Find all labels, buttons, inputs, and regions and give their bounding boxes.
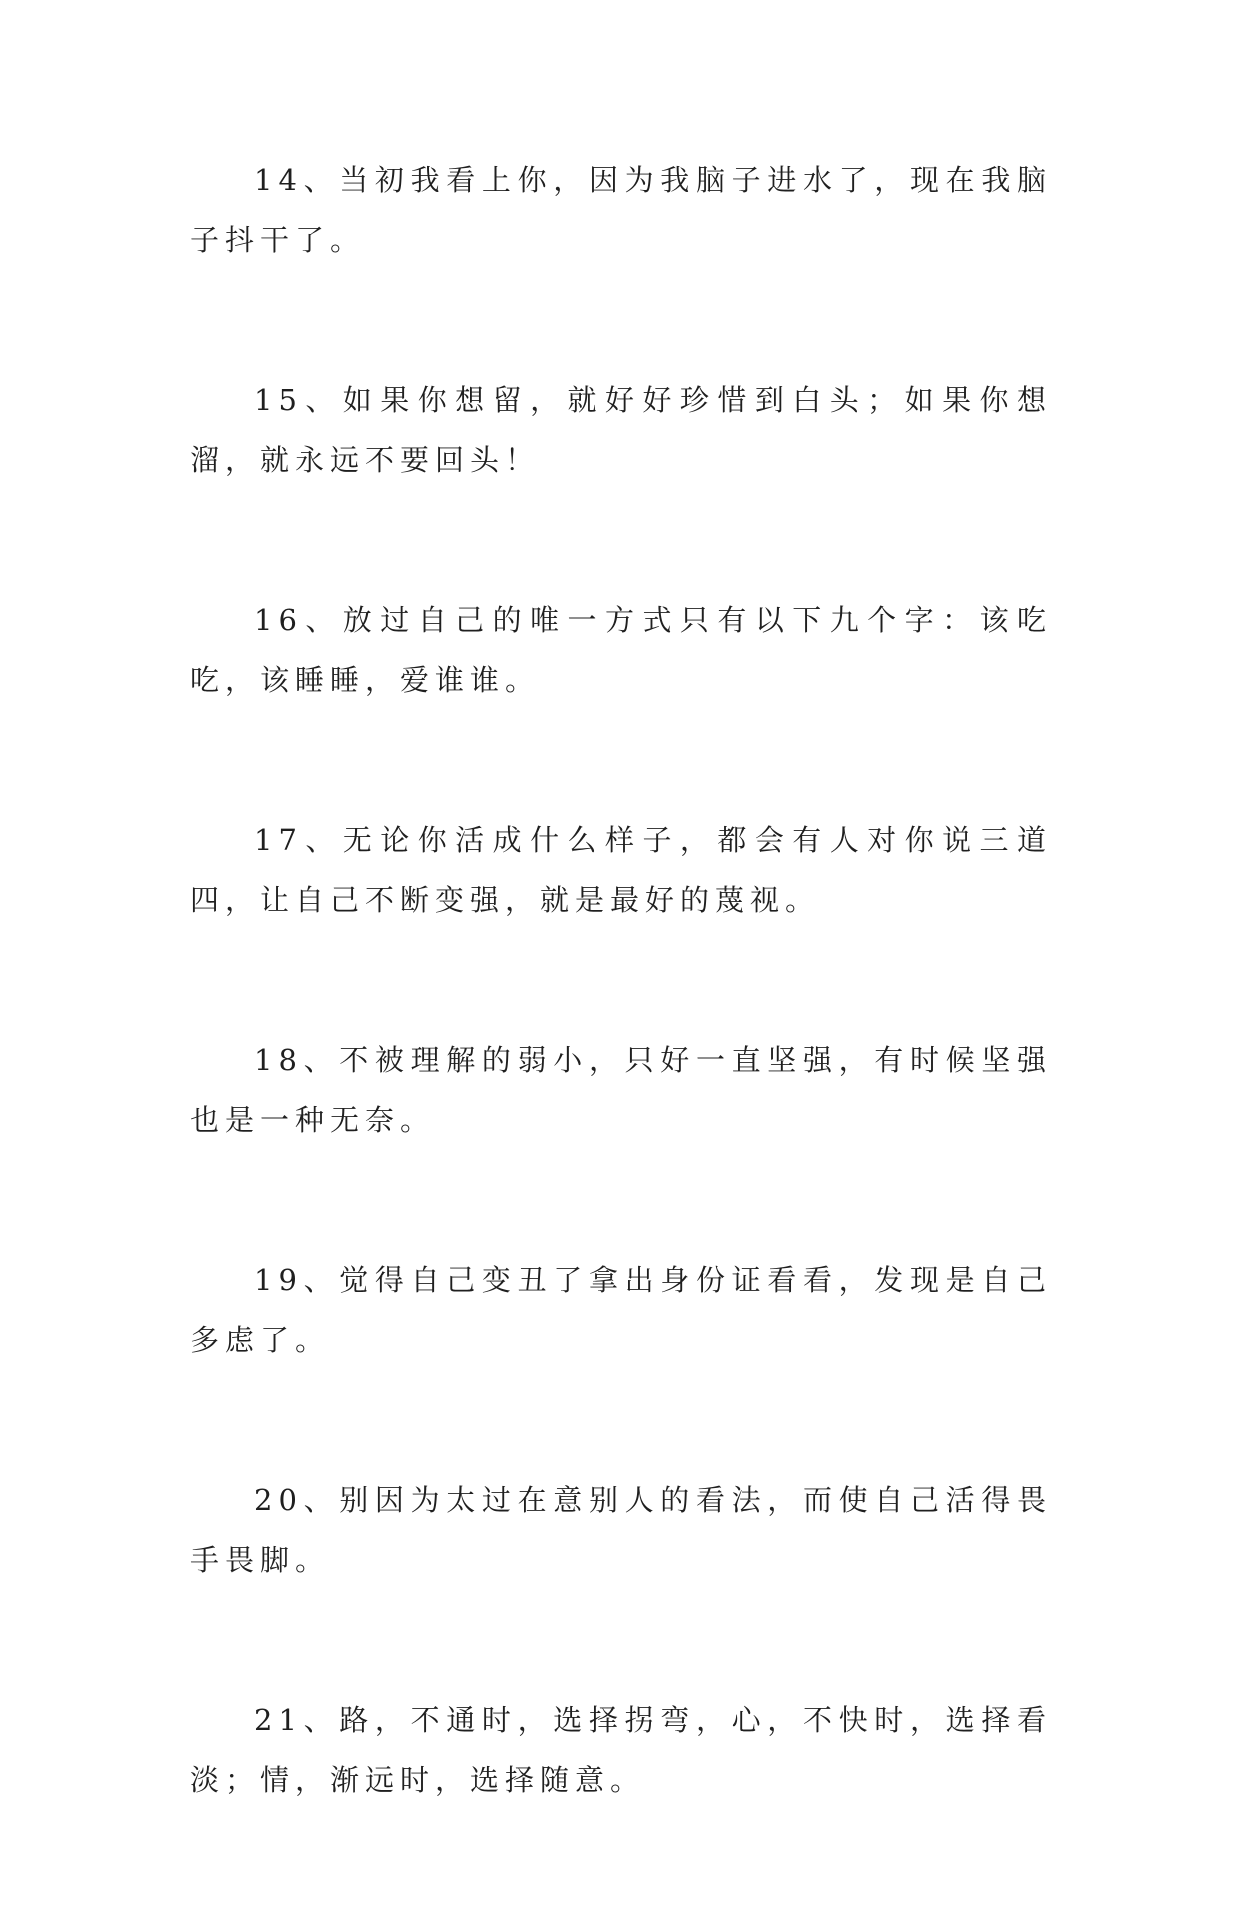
paragraph-21: 21、路，不通时，选择拐弯，心，不快时，选择看淡；情，渐远时，选择随意。 [190,1703,1052,1797]
paragraph-17: 17、无论你活成什么样子，都会有人对你说三道四，让自己不断变强，就是最好的蔑视。 [190,823,1052,917]
document-body [190,150,1052,1910]
paragraph-18: 18、不被理解的弱小，只好一直坚强，有时候坚强也是一种无奈。 [190,1043,1052,1137]
paragraph-20: 20、别因为太过在意别人的看法，而使自己活得畏手畏脚。 [190,1483,1052,1577]
paragraph-16: 16、放过自己的唯一方式只有以下九个字：该吃吃，该睡睡，爱谁谁。 [190,603,1052,697]
paragraph-15: 15、如果你想留，就好好珍惜到白头；如果你想溜，就永远不要回头！ [190,383,1052,477]
paragraph-14: 14、当初我看上你，因为我脑子进水了，现在我脑子抖干了。 [190,163,1052,257]
paragraph-19: 19、觉得自己变丑了拿出身份证看看，发现是自己多虑了。 [190,1263,1052,1357]
